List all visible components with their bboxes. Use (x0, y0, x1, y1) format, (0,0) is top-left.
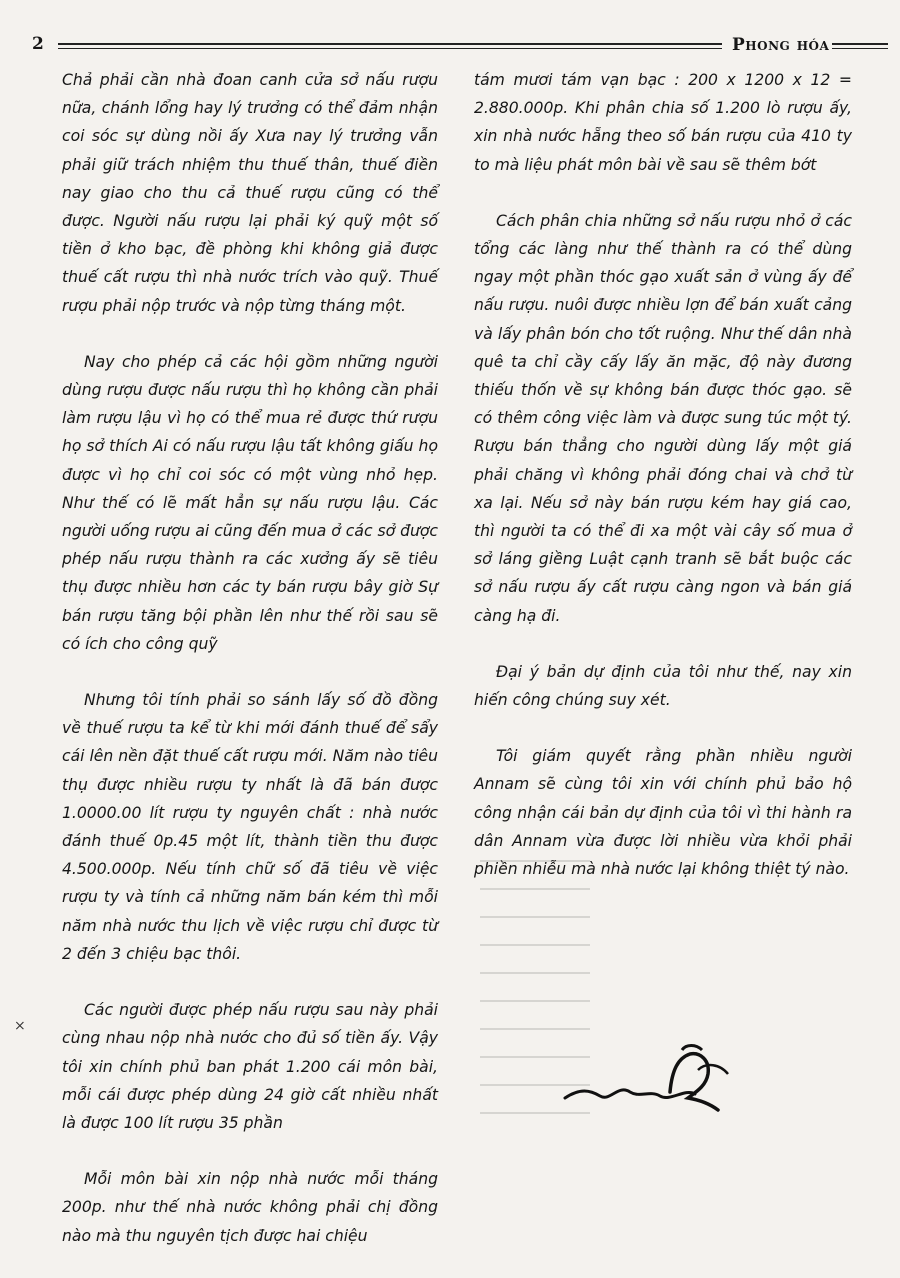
publication-title: Phong hóa (732, 35, 830, 55)
margin-mark: × (14, 1018, 26, 1034)
paragraph: Mỗi môn bài xin nộp nhà nước mỗi tháng 200p. như thế nhà nước không phải chị đồng nào mà thu nguyên tịch được hai chiệu (62, 1170, 438, 1245)
paragraph: Cách phân chia những sở nấu rượu nhỏ ở các tổng các làng như thế thành ra có thể dùng ngay một phần thóc gạo xuất sản ở vùng ấy để nấu rượu. nuôi được nhiều lợn để bán xuất cảng và lấy phân bón cho tốt ruộng. Như thế dân nhà quê ta chỉ cầy cấy lấy ăn mặc, độ này đương thiếu thốn về sự không bán được thóc gạo. sẽ có thêm công việc làm và được sung túc một tý. Rượu bán thẳng cho người dùng lấy một giá phải chăng vì không phải đóng chai và chở từ xa lại. Nếu sở này bán rượu kém hay giá cao, thì người ta có thể đi xa một vài cây số mua ở sở láng giềng Luật cạnh tranh sẽ bắt buộc các sở nấu rượu ấy cất rượu càng ngon và bán giá càng hạ đi. (474, 211, 852, 625)
left-column (62, 66, 438, 1278)
paragraph: Nay cho phép cả các hội gồm những người dùng rượu được nấu rượu thì họ không cần phải làm rượu lậu vì họ có thể mua rẻ được thứ rượu họ sở thích Ai có nấu rượu lậu tất không giấu họ được vì họ chỉ coi sóc có một vùng nhỏ hẹp. Như thế có lẽ mất hẳn sự nấu rượu lậu. Các người uống rượu ai cũng đến mua ở các sở được phép nấu rượu thành ra các xưởng ấy sẽ tiêu thụ được nhiều hơn các ty bán rượu bây giờ Sự bán rượu tăng bội phần lên như thế rồi sau sẽ có ích cho công quỹ (62, 352, 438, 653)
bleed-through-text (480, 860, 590, 1180)
signature-icon (560, 1040, 760, 1120)
paragraph: Nhưng tôi tính phải so sánh lấy số đồ đồng về thuế rượu ta kể từ khi mới đánh thuế để sẩy cái lên nền đặt thuế cất rượu mới. Năm nào tiêu thụ được nhiều rượu ty nhất là đã bán được 1.0000.00 lít rượu ty nguyên chất : nhà nước đánh thuế 0p.45 một lít, thành tiền thu được 4.500.000p. Nếu tính chữ số đã tiêu về việc rượu ty và tính cả những năm bán kém thì mỗi năm nhà nước thu lịch về việc rượu chỉ được từ 2 đến 3 chiệu bạc thôi. (62, 691, 438, 963)
header-rule-right (832, 43, 888, 49)
paragraph: Đại ý bản dự định của tôi như thế, nay xin hiến công chúng suy xét. (474, 662, 852, 710)
page-header (32, 34, 878, 60)
page-number: 2 (32, 34, 44, 54)
paragraph: Tôi giám quyết rằng phần nhiều người Annam sẽ cùng tôi xin với chính phủ bảo hộ công nhận cái bản dự định của tôi vì thi hành ra dân Annam vừa được lời nhiều vừa khỏi phải phiền nhiễu mà nhà nước lại không thiệt tý nào. (474, 747, 852, 879)
paragraph: Chả phải cần nhà đoan canh cửa sở nấu rượu nữa, chánh lổng hay lý trưởng có thể đảm nhận coi sóc sự dùng nồi ấy Xưa nay lý trưởng vẫn phải giữ trách nhiệm thu thuế thân, thuế điền nay giao cho thu cả thuế rượu cũng có thể được. Người nấu rượu lại phải ký quỹ một số tiền ở kho bạc, đề phòng khi không giả được thuế cất rượu thì nhà nước trích vào quỹ. Thuế rượu phải nộp trước và nộp từng tháng một. (62, 71, 438, 315)
paragraph: tám mươi tám vạn bạc : 200 x 1200 x 12 = 2.880.000p. Khi phân chia số 1.200 lò rượu ấy, xin nhà nước hẵng theo số bán rượu của 410 ty to mà liệu phát môn bài về sau sẽ thêm bớt (474, 71, 852, 174)
paragraph: Các người được phép nấu rượu sau này phải cùng nhau nộp nhà nước cho đủ số tiền ấy. Vậy tôi xin chính phủ ban phát 1.200 cái môn bài, mỗi cái được phép dùng 24 giờ cất nhiều nhất là được 100 lít rượu 35 phần (62, 1001, 438, 1132)
header-rule-left (58, 43, 722, 49)
right-column (474, 66, 852, 911)
